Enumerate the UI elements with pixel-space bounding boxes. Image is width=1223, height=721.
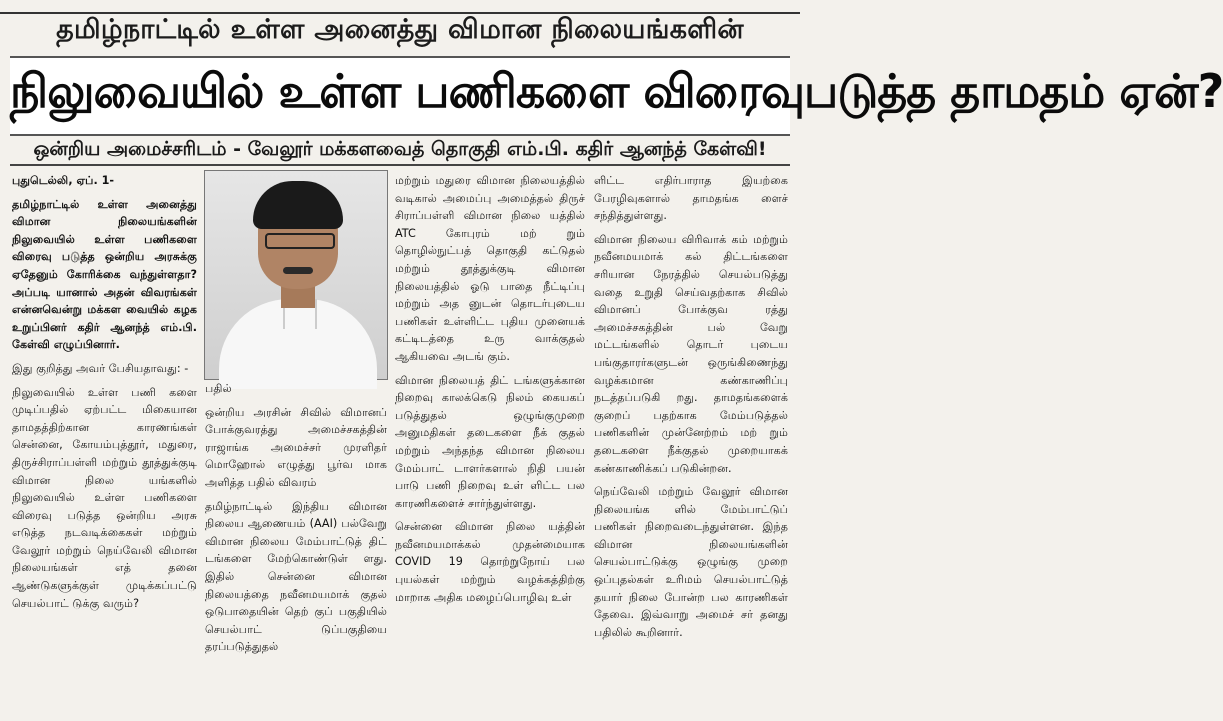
paragraph: மற்றும் மதுரை விமான நிலையத்தில் வடிகால் அமைப்பு அமைத்தல் திருச் சிராப்பள்ளி விமான நிலை யத்தில் ATC கோபுரம் மற் றும் தொழில்நுட்பத் தொகுதி கட்டுதல் மற்றும் தூத்துக்குடி விமான நிலையத்தில் ஓடு பாதை நீட்டிப்பு மற்றும் அத னுடன் தொடர்புடைய பணிகள் உள்ளிட்ட புதிய முனையக் கட்டிடத்தை உரு வாக்குதல் ஆகியவை அடங் கும். — [395, 174, 585, 363]
photo-neck — [281, 286, 315, 308]
paragraph: விமான நிலைய விரிவாக் கம் மற்றும் நவீனமயமாக் கல் திட்டங்களை சரியான நேரத்தில் செயல்படுத்து வதை உறுதி செய்வதற்காக சிவில் விமானப் போக்குவ ரத்து அமைச்சகத்தின் பல் வேறு மட்டங்களில் தொடர் புடைய பங்குதாரர்களுடன் ஒருங்கிணைந்து வழக்கமான கண்காணிப்பு நடத்தப்படுகி றது. தாமதங்களைக் குறைப் பதற்காக மேம்படுத்தல் பணிகளின் முன்னேற்றம் மற் றும் தடைகளை நீக்குதல் முறையாகக் கண்காணிக்கப் படுகின்றன. — [594, 232, 788, 475]
main-headline: நிலுவையில் உள்ள பணிகளை விரைவுபடுத்த தாமதம் ஏன்? — [10, 64, 1223, 118]
kicker-headline: தமிழ்நாட்டில் உள்ள அனைத்து விமான நிலையங்களின் — [56, 14, 744, 45]
photo-glasses — [265, 233, 335, 249]
column-3 — [395, 172, 585, 612]
column-1 — [12, 172, 197, 618]
paragraph: இது குறித்து அவர் பேசியதாவது: - — [12, 361, 189, 375]
paragraph: பதில் — [205, 382, 232, 395]
sub-headline: ஒன்றிய அமைச்சரிடம் - வேலூர் மக்களவைத் தொகுதி எம்.பி. கதிர் ஆனந்த் கேள்வி! — [33, 138, 767, 160]
paragraph: தமிழ்நாட்டில் இந்திய விமான நிலைய ஆணையம் (AAI) பல்வேறு விமான நிலைய மேம்பாட்டுத் திட் டங்களை மேற்கொண்டுள் ளது. இதில் சென்னை விமான நிலையத்தை நவீனமயமாக் குதல் ஒடுபாதையின் தெற் குப் பகுதியில் செயல்பாட் டுப்பகுதியை தரப்படுத்துதல் — [205, 499, 387, 654]
headline-rule — [10, 164, 790, 166]
photo-moustache — [283, 267, 313, 274]
headline-band — [10, 56, 1223, 136]
paragraph: சென்னை விமான நிலை யத்தின் நவீனமயமாக்கல் முதன்மையாக COVID 19 தொற்றுநோய் பல புயல்கள் மற்றும் வழக்கத்திற்கு மாறாக அதிக மழைப்பொழிவு உள் — [395, 520, 585, 604]
column-2 — [205, 380, 387, 662]
dateline: புதுடெல்லி, ஏப். 1- — [12, 174, 115, 187]
paragraph: நிலுவையில் உள்ள பணி களை முடிப்பதில் ஏற்பட்ட மிகையான தாமதத்திற்கான காரணங்கள் சென்னை, கோயம்புத்தூர், மதுரை, திருச்சிராப்பள்ளி மற்றும் தூத்துக்குடி விமான நிலை யங்களில் நிலுவையில் உள்ள பணிகளை விரைவு படுத்த ஒன்றிய அரசு எடுத்த நடவடிக்கைகள் மற்றும் வேலூர் மற்றும் நெய்வேலி விமான நிலையங்கள் எத் தனை ஆண்டுகளுக்குள் முடிக்கப்பட்டு செயல்பாட் டுக்கு வரும்? — [12, 385, 197, 610]
paragraph: விமான நிலையத் திட் டங்களுக்கான நிறைவு காலக்கெடு நிலம் கையகப் படுத்துதல் ஒழுங்குமுறை அனுமதிகள் தடைகளை நீக் குதல் மற்றும் அந்தந்த விமான நிலைய மேம்பாட் டாளர்களால் நிதி பயன் பாடு பணி நிறைவு உள் ளிட்ட பல காரணிகளைச் சார்ந்துள்ளது. — [395, 373, 585, 510]
paragraph: ஒன்றிய அரசின் சிவில் விமானப் போக்குவரத்து அமைச்சகத்தின் ராஜாங்க அமைச்சர் முரளிதர் மொஹோல் எழுத்து பூர்வ மாக அளித்த பதில் விவரம் — [205, 405, 387, 489]
column-4 — [594, 172, 788, 647]
top-rule — [0, 0, 800, 14]
paragraph: நெய்வேலி மற்றும் வேலூர் விமான நிலையங்க ளில் மேம்பாட்டுப் பணிகள் நிறைவடைந்துள்ளன. இந்த விமான நிலையங்களின் செயல்பாட்டுக்கு ஒழுங்கு முறை ஒப்புதல்கள் உரிமம் செயல்பாட்டுத் தயார் நிலை போன்ற பல காரணிகள் தேவை. இவ்வாறு அமைச் சர் தனது பதிலில் கூறினார். — [594, 485, 788, 639]
portrait-photo — [204, 170, 388, 380]
paragraph: ளிட்ட எதிர்பாராத இயற்கை பேரழிவுகளால் தாமதங்க ளைச் சந்தித்துள்ளது. — [594, 174, 788, 223]
lead-paragraph: தமிழ்நாட்டில் உள்ள அனைத்து விமான நிலையங்களின் நிலுவையில் உள்ள பணிகளை விரைவு படுத்த ஒன்றிய அரசுக்கு ஏதேனும் கோரிக்கை வந்துள்ளதா? அப்படி யானால் அதன் விவரங்கள் என்னவென்று மக்கள வையில் கழக உறுப்பினர் கதிர் ஆனந்த் எம்.பி. கேள்வி எழுப்பினார். — [12, 197, 197, 352]
